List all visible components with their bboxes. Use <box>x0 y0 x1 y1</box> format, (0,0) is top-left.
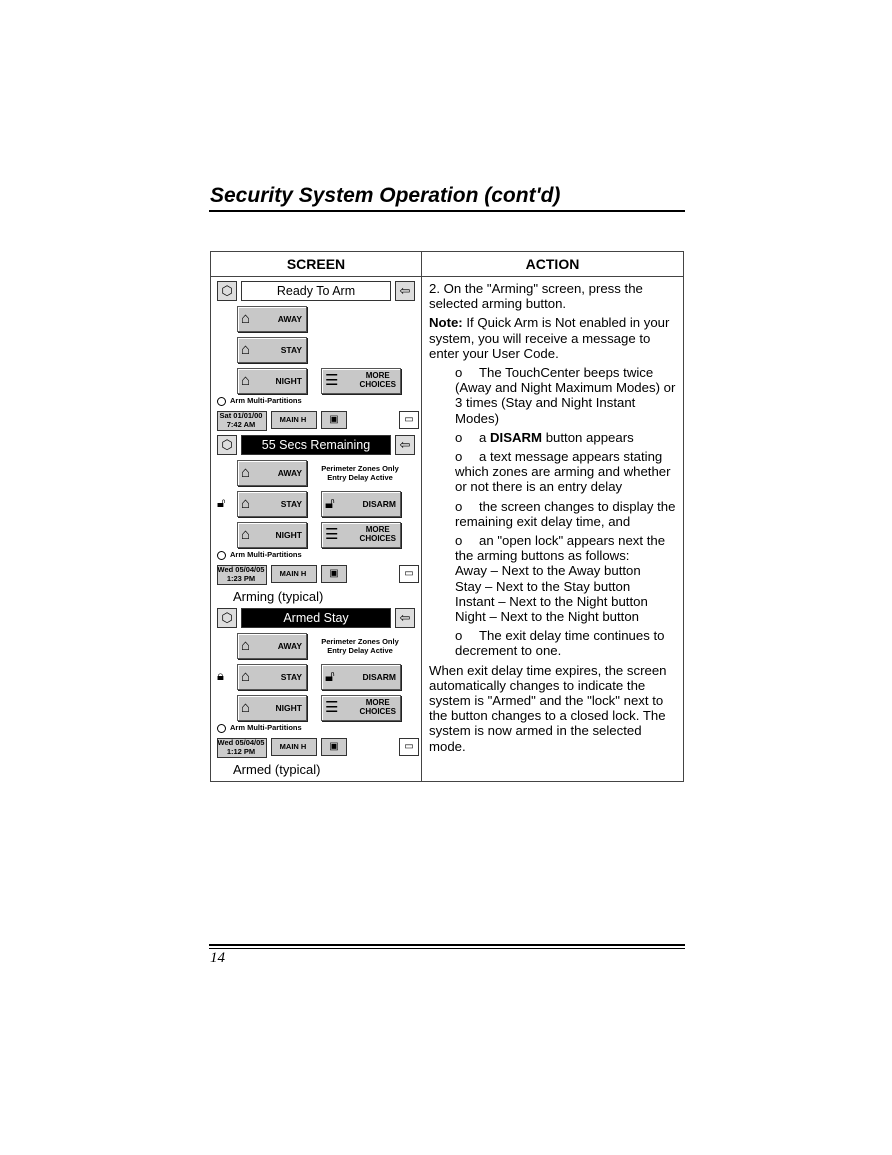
house-icon: ⌂ <box>241 668 251 685</box>
scroll-icon: ▭ <box>399 565 419 583</box>
more-choices-button: ☰ MORE CHOICES <box>321 695 401 721</box>
away-button: ⌂ AWAY <box>237 306 307 332</box>
screen-cell <box>211 277 422 782</box>
disarm-button: 🔓︎ DISARM <box>321 491 401 517</box>
title-rule <box>209 210 685 212</box>
open-lock-icon: 🔓︎ <box>325 668 335 685</box>
house-icon: ⌂ <box>241 341 251 358</box>
step-text: 2. On the "Arming" screen, press the selected arming button. <box>429 281 643 312</box>
house-person-icon: ⌂ <box>241 637 251 654</box>
date-time: Wed 05/04/05 1:23 PM <box>217 565 265 583</box>
footer-rule-thin <box>209 948 685 949</box>
date-time: Sat 01/01/00 7:42 AM <box>219 411 263 429</box>
arming-caption: Arming (typical) <box>233 589 324 604</box>
bullet-item: o a text message appears stating which zones are arming and whether or not there is an entry delay <box>455 449 671 495</box>
back-arrow-icon: ⇦ <box>395 608 415 628</box>
more-choices-button: ☰ MORE CHOICES <box>321 522 401 548</box>
closed-lock-icon: 🔒︎ <box>217 668 224 683</box>
date-time: Wed 05/04/05 1:12 PM <box>217 738 265 756</box>
scroll-icon: ▭ <box>399 738 419 756</box>
night-button: ⌂ NIGHT <box>237 522 307 548</box>
radio-circle-icon <box>217 397 226 406</box>
house-icon: ⌂ <box>241 495 251 512</box>
action-cell <box>422 277 684 782</box>
back-arrow-icon: ⇦ <box>395 435 415 455</box>
list-add-icon: ☰ <box>325 699 339 716</box>
away-button: ⌂ AWAY <box>237 633 307 659</box>
speaker-icon: ▣ <box>321 565 347 583</box>
bullet-item: o The exit delay time continues to decrement to one. <box>455 628 665 659</box>
away-button: ⌂ AWAY <box>237 460 307 486</box>
arm-multi-partitions: Arm Multi-Partitions <box>217 723 302 733</box>
back-arrow-icon: ⇦ <box>395 281 415 301</box>
open-lock-icon: 🔓︎ <box>217 495 226 510</box>
night-button: ⌂ NIGHT <box>237 368 307 394</box>
touchscreen-panel-ready <box>215 279 419 431</box>
action-column-header: ACTION <box>422 252 684 277</box>
home-cube-icon: ⬡ <box>217 608 237 628</box>
final-paragraph: When exit delay time expires, the screen automatically changes to indicate the system is "Armed" and the "lock" next to the button changes to a closed lock. The system is now armed in the selected mode. <box>429 662 667 754</box>
note-label: Note: <box>429 315 463 331</box>
arm-multi-partitions: Arm Multi-Partitions <box>217 550 302 560</box>
zone-message: Perimeter Zones Only Entry Delay Active <box>321 464 399 482</box>
night-button: ⌂ NIGHT <box>237 695 307 721</box>
main-partition-label: MAIN H <box>279 569 307 578</box>
armed-caption: Armed (typical) <box>233 762 321 777</box>
page-number: 14 <box>210 950 225 966</box>
page-title: Security System Operation (cont'd) <box>210 184 561 207</box>
footer-rule <box>209 944 685 946</box>
house-moon-icon: ⌂ <box>241 526 251 543</box>
speaker-icon: ▣ <box>321 411 347 429</box>
list-add-icon: ☰ <box>325 372 339 389</box>
bullet-item: o the screen changes to display the remaining exit delay time, and <box>455 498 676 529</box>
home-cube-icon: ⬡ <box>217 435 237 455</box>
house-person-icon: ⌂ <box>241 464 251 481</box>
list-add-icon: ☰ <box>325 526 339 543</box>
touchscreen-panel-armed <box>215 606 419 758</box>
stay-button: ⌂ STAY <box>237 337 307 363</box>
speaker-icon: ▣ <box>321 738 347 756</box>
stay-button: ⌂ STAY <box>237 664 307 690</box>
scroll-icon: ▭ <box>399 411 419 429</box>
more-choices-button: ☰ MORE CHOICES <box>321 368 401 394</box>
arm-multi-partitions: Arm Multi-Partitions <box>217 396 302 406</box>
disarm-button: 🔓︎ DISARM <box>321 664 401 690</box>
house-person-icon: ⌂ <box>241 310 251 327</box>
screen-column-header: SCREEN <box>211 252 422 277</box>
main-partition-label: MAIN H <box>279 742 307 751</box>
zone-message: Perimeter Zones Only Entry Delay Active <box>321 637 399 655</box>
main-partition-label: MAIN H <box>279 415 307 424</box>
panel-status-bar: 55 Secs Remaining <box>241 435 391 455</box>
note-text: If Quick Arm is Not enabled in your system, you will receive a message to enter your User Code. <box>429 315 670 361</box>
home-cube-icon: ⬡ <box>217 281 237 301</box>
touchscreen-panel-arming <box>215 433 419 585</box>
stay-button: ⌂ STAY <box>237 491 307 517</box>
radio-circle-icon <box>217 724 226 733</box>
house-moon-icon: ⌂ <box>241 372 251 389</box>
bullet-item: o a DISARM button appears <box>455 429 634 445</box>
panel-status-bar: Ready To Arm <box>241 281 391 301</box>
note-paragraph <box>429 315 677 361</box>
open-lock-icon: 🔓︎ <box>325 495 335 512</box>
bullet-item: o an "open lock" appears next the the arming buttons as follows: Away – Next to the Away button Stay – Next to the Stay button Instant – Next to the Night button Night – Next to the Night button <box>455 533 666 625</box>
panel-status-bar: Armed Stay <box>241 608 391 628</box>
house-moon-icon: ⌂ <box>241 699 251 716</box>
radio-circle-icon <box>217 551 226 560</box>
bullet-item: o The TouchCenter beeps twice (Away and Night Maximum Modes) or 3 times (Stay and Night Instant Modes) <box>455 365 676 426</box>
screen-action-table <box>210 251 684 782</box>
